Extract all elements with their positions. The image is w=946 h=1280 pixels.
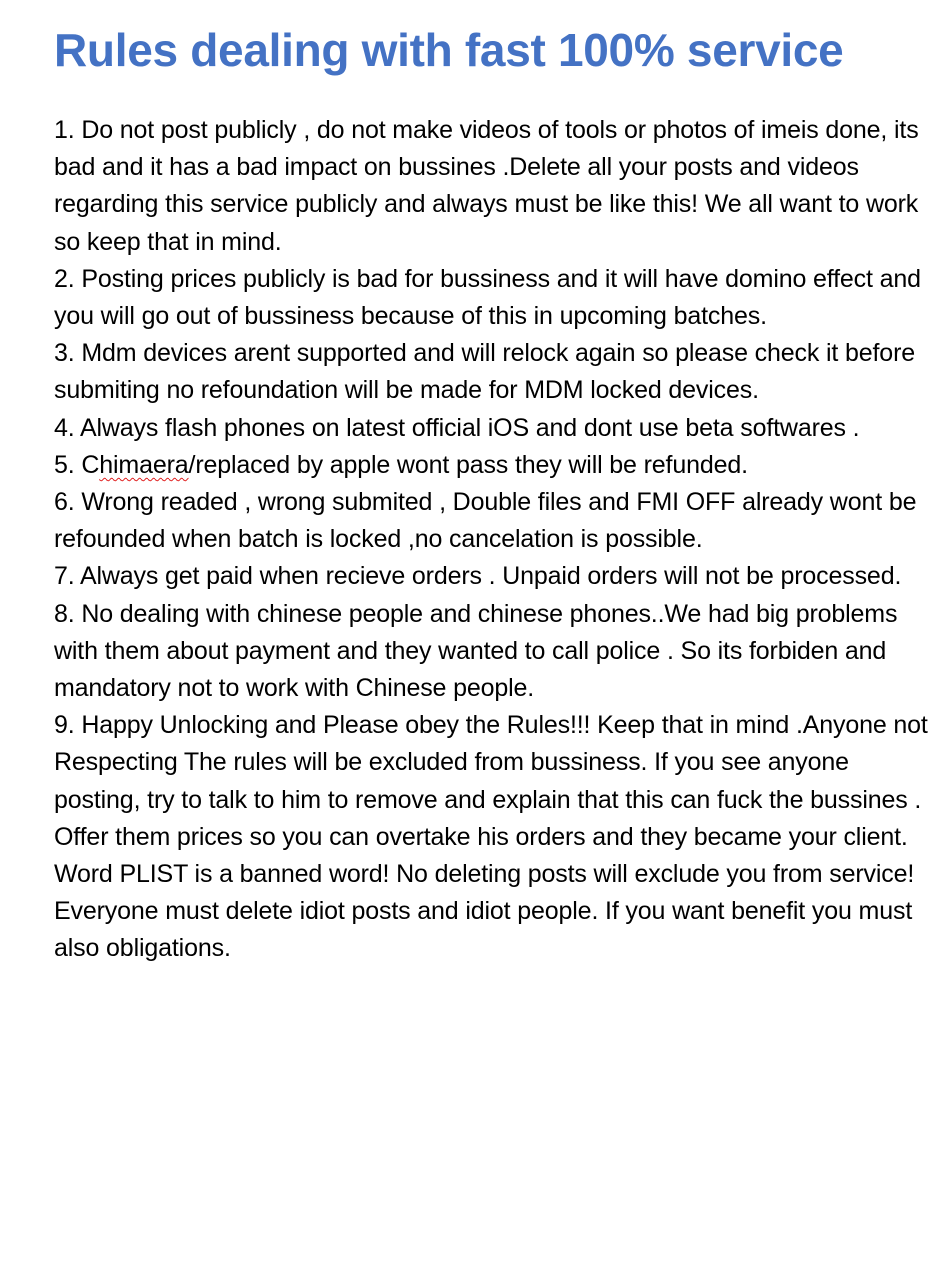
rule-2: 2. Posting prices publicly is bad for bussiness and it will have domino effect and you will go out of bussiness because of this in upcoming batches. <box>54 264 921 331</box>
rule-5 <box>54 447 932 484</box>
rule-1: 1. Do not post publicly , do not make videos of tools or photos of imeis done, its bad and it has a bad impact on bussines .Delete all your posts and videos regarding this service publicly and always must be like this! We all want to work so keep that in mind. <box>54 116 919 256</box>
rule-7: 7. Always get paid when recieve orders . Unpaid orders will not be processed. <box>54 562 902 591</box>
document-title: Rules dealing with fast 100% service <box>54 24 844 76</box>
rule-9: 9. Happy Unlocking and Please obey the Rules!!! Keep that in mind .Anyone not Respecting The rules will be excluded from bussiness. If you see anyone posting, try to talk to him to remove and explain that this can fuck the bussines . Offer them prices so you can overtake his orders and they became your client. Word PLIST is a banned word! No deleting posts will exclude you from service! Everyone must delete idiot posts and idiot people. If you want benefit you must also obligations. <box>54 711 928 963</box>
rule-3: 3. Mdm devices arent supported and will relock again so please check it before submiting no refoundation will be made for MDM locked devices. <box>54 339 915 405</box>
rule-8: 8. No dealing with chinese people and chinese phones..We had big problems with them about payment and they wanted to call police . So its forbiden and mandatory not to work with Chinese people. <box>54 599 898 703</box>
rules-list <box>54 112 932 968</box>
rule-6: 6. Wrong readed , wrong submited , Double files and FMI OFF already wont be refounded when batch is locked ,no cancelation is possible. <box>54 488 917 554</box>
spellcheck-flagged-word[interactable]: himaera <box>99 450 189 479</box>
rule-5-prefix: 5. C <box>54 450 100 479</box>
rule-5-suffix: /replaced by apple wont pass they will be refunded. <box>188 450 748 479</box>
rule-4: 4. Always flash phones on latest official iOS and dont use beta softwares . <box>54 413 860 442</box>
